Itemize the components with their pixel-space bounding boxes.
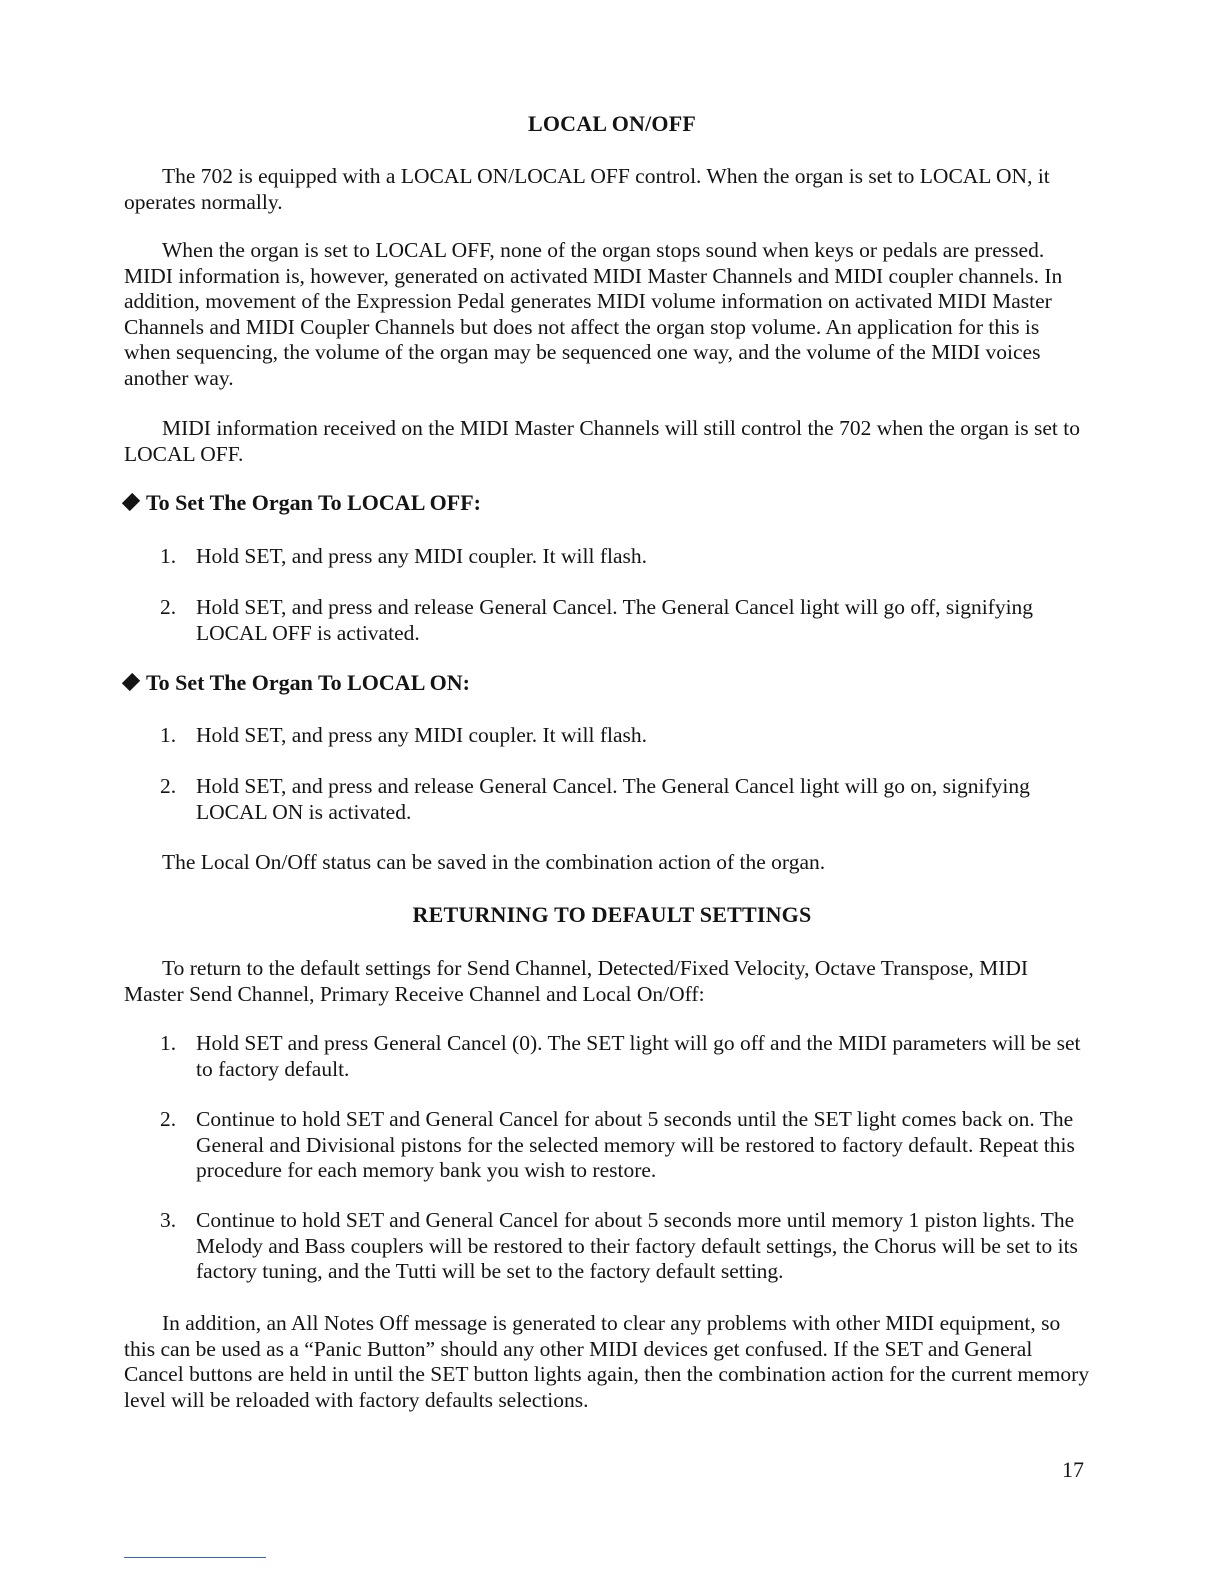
list-item-number: 2.: [160, 774, 177, 798]
list-item-text: Continue to hold SET and General Cancel for about 5 seconds until the SET light comes back on. The General and Divisional pistons for the selected memory will be restored to factory default. Repeat this procedure for each memory bank you wish to restore.: [196, 1107, 1075, 1182]
page-number: 17: [1062, 1457, 1084, 1482]
list-item-text: Continue to hold SET and General Cancel for about 5 seconds more until memory 1 piston lights. The Melody and Bass couplers will be restored to their factory default settings, the Chorus will be set to its factory tuning, and the Tutti will be set to the factory default setting.: [196, 1208, 1078, 1283]
list-item-number: 3.: [160, 1208, 177, 1232]
subheading-local-off-text: To Set The Organ To LOCAL OFF:: [146, 490, 481, 515]
list-item: [160, 774, 1090, 825]
list-item-text: Hold SET, and press and release General Cancel. The General Cancel light will go on, signifying LOCAL ON is activated.: [196, 774, 1030, 824]
subheading-local-on: [124, 670, 470, 696]
footer-divider: [124, 1557, 266, 1558]
list-item: [160, 1107, 1090, 1184]
list-item-number: 2.: [160, 595, 177, 619]
diamond-bullet-icon: [122, 673, 140, 691]
list-item: [160, 544, 1090, 570]
list-item-text: Hold SET, and press and release General Cancel. The General Cancel light will go off, signifying LOCAL OFF is activated.: [196, 595, 1034, 645]
list-item-number: 1.: [160, 1031, 177, 1055]
list-item: [160, 595, 1090, 646]
section-title-local-on-off: LOCAL ON/OFF: [527, 111, 697, 136]
paragraph-intro: The 702 is equipped with a LOCAL ON/LOCAL OFF control. When the organ is set to LOCAL ON, it operates normally.: [124, 164, 1050, 214]
list-item: [160, 723, 1090, 749]
list-item-number: 1.: [160, 544, 177, 568]
paragraph-panic-button: In addition, an All Notes Off message is generated to clear any problems with other MIDI equipment, so this can be used as a “Panic Button” should any other MIDI devices get confused. If the SET and General Cancel buttons are held in until the SET button lights again, then the combination action for the current memory level will be reloaded with factory defaults selections.: [124, 1311, 1090, 1412]
paragraph-defaults-intro: To return to the default settings for Send Channel, Detected/Fixed Velocity, Octave Transpose, MIDI Master Send Channel, Primary Receive Channel and Local On/Off:: [124, 956, 1029, 1006]
list-item-number: 1.: [160, 723, 177, 747]
list-item: [160, 1031, 1090, 1082]
list-item-text: Hold SET, and press any MIDI coupler. It will flash.: [196, 723, 648, 747]
list-item-text: Hold SET, and press any MIDI coupler. It will flash.: [196, 544, 648, 568]
paragraph-local-off-description: When the organ is set to LOCAL OFF, none of the organ stops sound when keys or pedals are pressed. MIDI information is, however, generated on activated MIDI Master Channels and MIDI coupler channels. In addition, movement of the Expression Pedal generates MIDI volume information on activated MIDI Master Channels and MIDI Coupler Channels but does not affect the organ stop volume. An application for this is when sequencing, the volume of the organ may be sequenced one way, and the volume of the MIDI voices another way.: [124, 238, 1063, 390]
list-item-number: 2.: [160, 1107, 177, 1131]
paragraph-status-saved: The Local On/Off status can be saved in the combination action of the organ.: [162, 850, 826, 874]
subheading-local-off: [124, 490, 481, 516]
list-item-text: Hold SET and press General Cancel (0). The SET light will go off and the MIDI parameters will be set to factory default.: [196, 1031, 1081, 1081]
subheading-local-on-text: To Set The Organ To LOCAL ON:: [146, 670, 470, 695]
paragraph-midi-master-channels: MIDI information received on the MIDI Master Channels will still control the 702 when the organ is set to LOCAL OFF.: [124, 416, 1080, 466]
diamond-bullet-icon: [122, 493, 140, 511]
list-item: [160, 1208, 1090, 1285]
section-title-returning-defaults: RETURNING TO DEFAULT SETTINGS: [412, 902, 812, 927]
